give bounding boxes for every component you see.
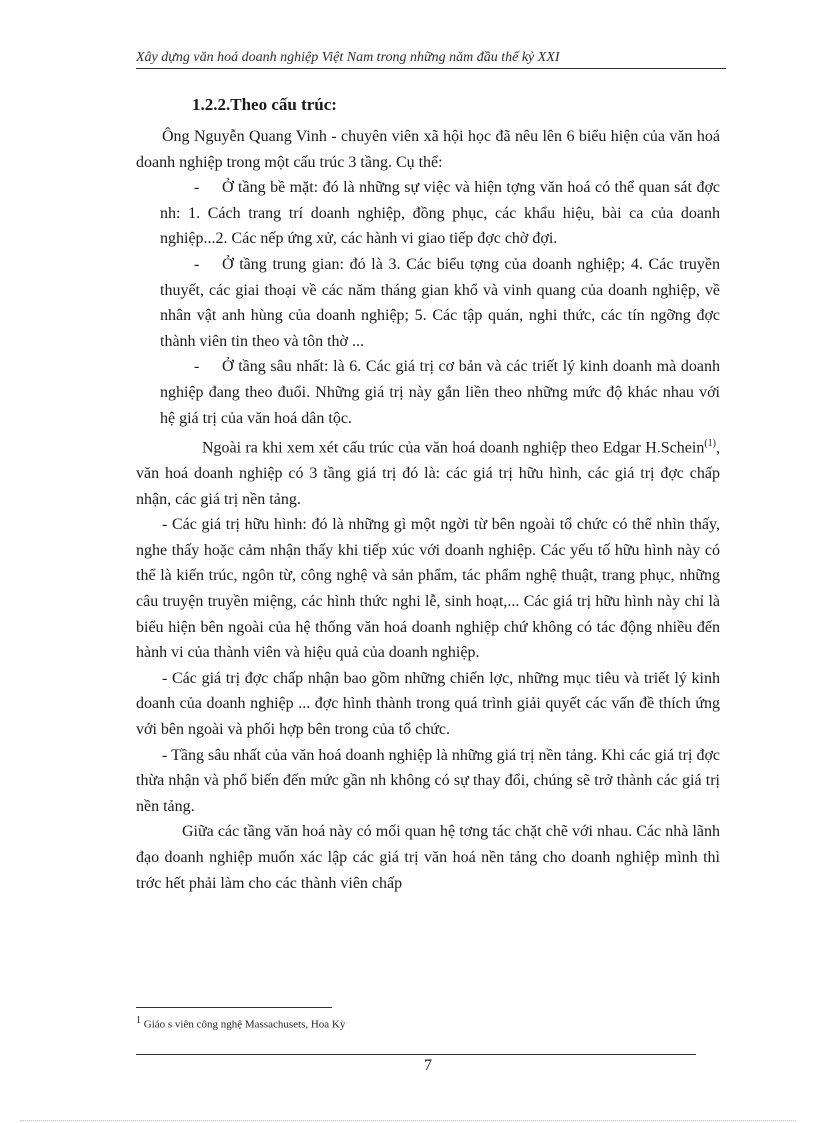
page-number: 7 bbox=[424, 1057, 432, 1074]
footnote-reference: (1) bbox=[704, 438, 716, 450]
bullet-text: Ở tầng bề mặt: đó là những sự việc và hiện tợng văn hoá có thể quan sát đợc nh: 1. Cách trang trí doanh nghiệp, đồng phục, các khẩu hiệu, bài ca của doanh nghiệp...2. Các nếp ứng xử, các hành vi giao tiếp đợc chờ đợi. bbox=[160, 179, 720, 248]
paragraph-intro: Ông Nguyễn Quang Vinh - chuyên viên xã hội học đã nêu lên 6 biểu hiện của văn hoá doanh nghiệp trong một cấu trúc 3 tầng. Cụ thể: bbox=[136, 128, 720, 171]
running-header: Xây dựng văn hoá doanh nghiệp Việt Nam trong những năm đầu thế kỷ XXI bbox=[136, 50, 726, 69]
paragraph-foundational-values: - Tầng sâu nhất của văn hoá doanh nghiệp là những giá trị nền tảng. Khi các giá trị đợc thừa nhận và phổ biến đến mức gần nh không có sự thay đổi, chúng sẽ trở thành các giá trị nền tảng. bbox=[136, 746, 720, 815]
bullet-dash: - bbox=[194, 255, 200, 273]
page-body bbox=[136, 92, 720, 896]
paragraph-text: , văn hoá doanh nghiệp có 3 tầng giá trị đó là: các giá trị hữu hình, các giá trị đợc chấp nhận, các giá trị nền tảng. bbox=[136, 439, 720, 508]
bullet-middle-level bbox=[136, 252, 720, 354]
paragraph-schein bbox=[136, 431, 720, 512]
paragraph-accepted-values: - Các giá trị đợc chấp nhận bao gồm những chiến lợc, những mục tiêu và triết lý kinh doanh của doanh nghiệp ... đợc hình thành trong quá trình giải quyết các vấn đề thích ứng với bên ngoài và phối hợp bên trong của tổ chức. bbox=[136, 669, 720, 738]
bullet-dash: - bbox=[194, 179, 200, 197]
footer-divider bbox=[136, 1054, 696, 1055]
footnote-text: Giáo s viên công nghệ Massachusets, Hoa Kỳ bbox=[143, 1018, 346, 1031]
bullet-dash: - bbox=[194, 358, 200, 376]
paragraph-text: Ngoài ra khi xem xét cấu trúc của văn hoá doanh nghiệp theo Edgar H.Schein bbox=[202, 439, 705, 457]
paragraph-interaction: Giữa các tầng văn hoá này có mối quan hệ tơng tác chặt chẽ với nhau. Các nhà lãnh đạo doanh nghiệp muốn xác lập các giá trị văn hoá nền tảng cho doanh nghiệp mình thì trớc hết phải làm cho các thành viên chấp bbox=[136, 823, 720, 892]
section-heading: 1.2.2.Theo cấu trúc: bbox=[192, 95, 337, 114]
bullet-text: Ở tầng trung gian: đó là 3. Các biểu tợng của doanh nghiệp; 4. Các truyền thuyết, các giai thoại về các năm tháng gian khổ và vinh quang của doanh nghiệp, về nhân vật anh hùng của doanh nghiệp; 5. Các tập quán, nghi thức, các tín ngỡng đợc thành viên tin theo và tôn thờ ... bbox=[160, 255, 720, 350]
page-edge-dotted-line bbox=[20, 1120, 796, 1121]
paragraph-visible-values: - Các giá trị hữu hình: đó là những gì một ngời từ bên ngoài tổ chức có thể nhìn thấy, nghe thấy hoặc cảm nhận thấy khi tiếp xúc với doanh nghiệp. Các yếu tố hữu hình này có thể là kiến trúc, ngôn từ, công nghệ và sản phẩm, tác phẩm nghệ thuật, trang phục, những câu truyện truyền miệng, các hình thức nghi lễ, sinh hoạt,... Các giá trị hữu hình này chỉ là biểu hiện bên ngoài của hệ thống văn hoá doanh nghiệp chứ không có tác động nhiều đến hành vi của thành viên và hiệu quả của doanh nghiệp. bbox=[136, 516, 720, 662]
footnote-mark: 1 bbox=[136, 1015, 141, 1026]
bullet-text: Ở tầng sâu nhất: là 6. Các giá trị cơ bản và các triết lý kinh doanh mà doanh nghiệp đang theo đuổi. Những giá trị này gắn liền theo những mức độ khác nhau với hệ giá trị của văn hoá dân tộc. bbox=[160, 358, 720, 427]
footnote-divider bbox=[136, 1007, 332, 1008]
bullet-surface-level bbox=[136, 175, 720, 252]
footnote bbox=[136, 1015, 345, 1031]
bullet-deep-level bbox=[136, 354, 720, 431]
